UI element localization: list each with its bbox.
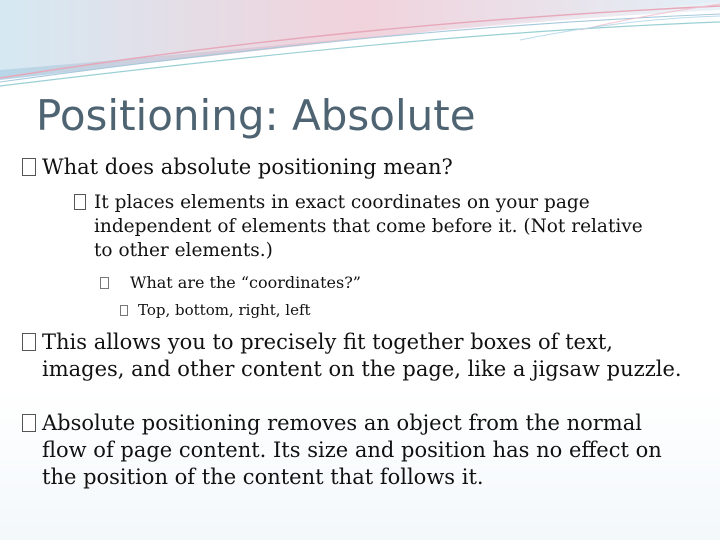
- bullet-level-1: [22, 329, 682, 383]
- bullet-level-2: [74, 191, 654, 263]
- bullet-box-icon: [100, 277, 109, 289]
- bullet-text: Top, bottom, right, left: [138, 301, 311, 319]
- bullet-box-icon: [22, 158, 36, 176]
- bullet-box-icon: [74, 194, 86, 210]
- bullet-text: This allows you to precisely fit together boxes of text, images, and other content on the page, like a jigsaw puzzle.: [42, 330, 682, 381]
- bullet-text: It places elements in exact coordinates on your page independent of elements that come before it. (Not relative to other elements.): [94, 192, 643, 261]
- bullet-box-icon: [120, 305, 128, 316]
- header-decoration: [0, 0, 720, 90]
- bullet-text: What are the “coordinates?”: [130, 273, 361, 292]
- bullet-box-icon: [22, 333, 36, 351]
- bullet-text: What does absolute positioning mean?: [42, 155, 453, 179]
- bullet-text: Absolute positioning removes an object from the normal flow of page content. Its size and position has no effect on the position of the content that follows it.: [42, 411, 662, 489]
- bullet-level-3: [100, 272, 620, 294]
- bullet-level-1: [22, 154, 682, 181]
- slide-title: Positioning: Absolute: [36, 91, 476, 140]
- bullet-level-4: [120, 300, 640, 320]
- bullet-level-1: [22, 410, 682, 491]
- bullet-box-icon: [22, 414, 36, 432]
